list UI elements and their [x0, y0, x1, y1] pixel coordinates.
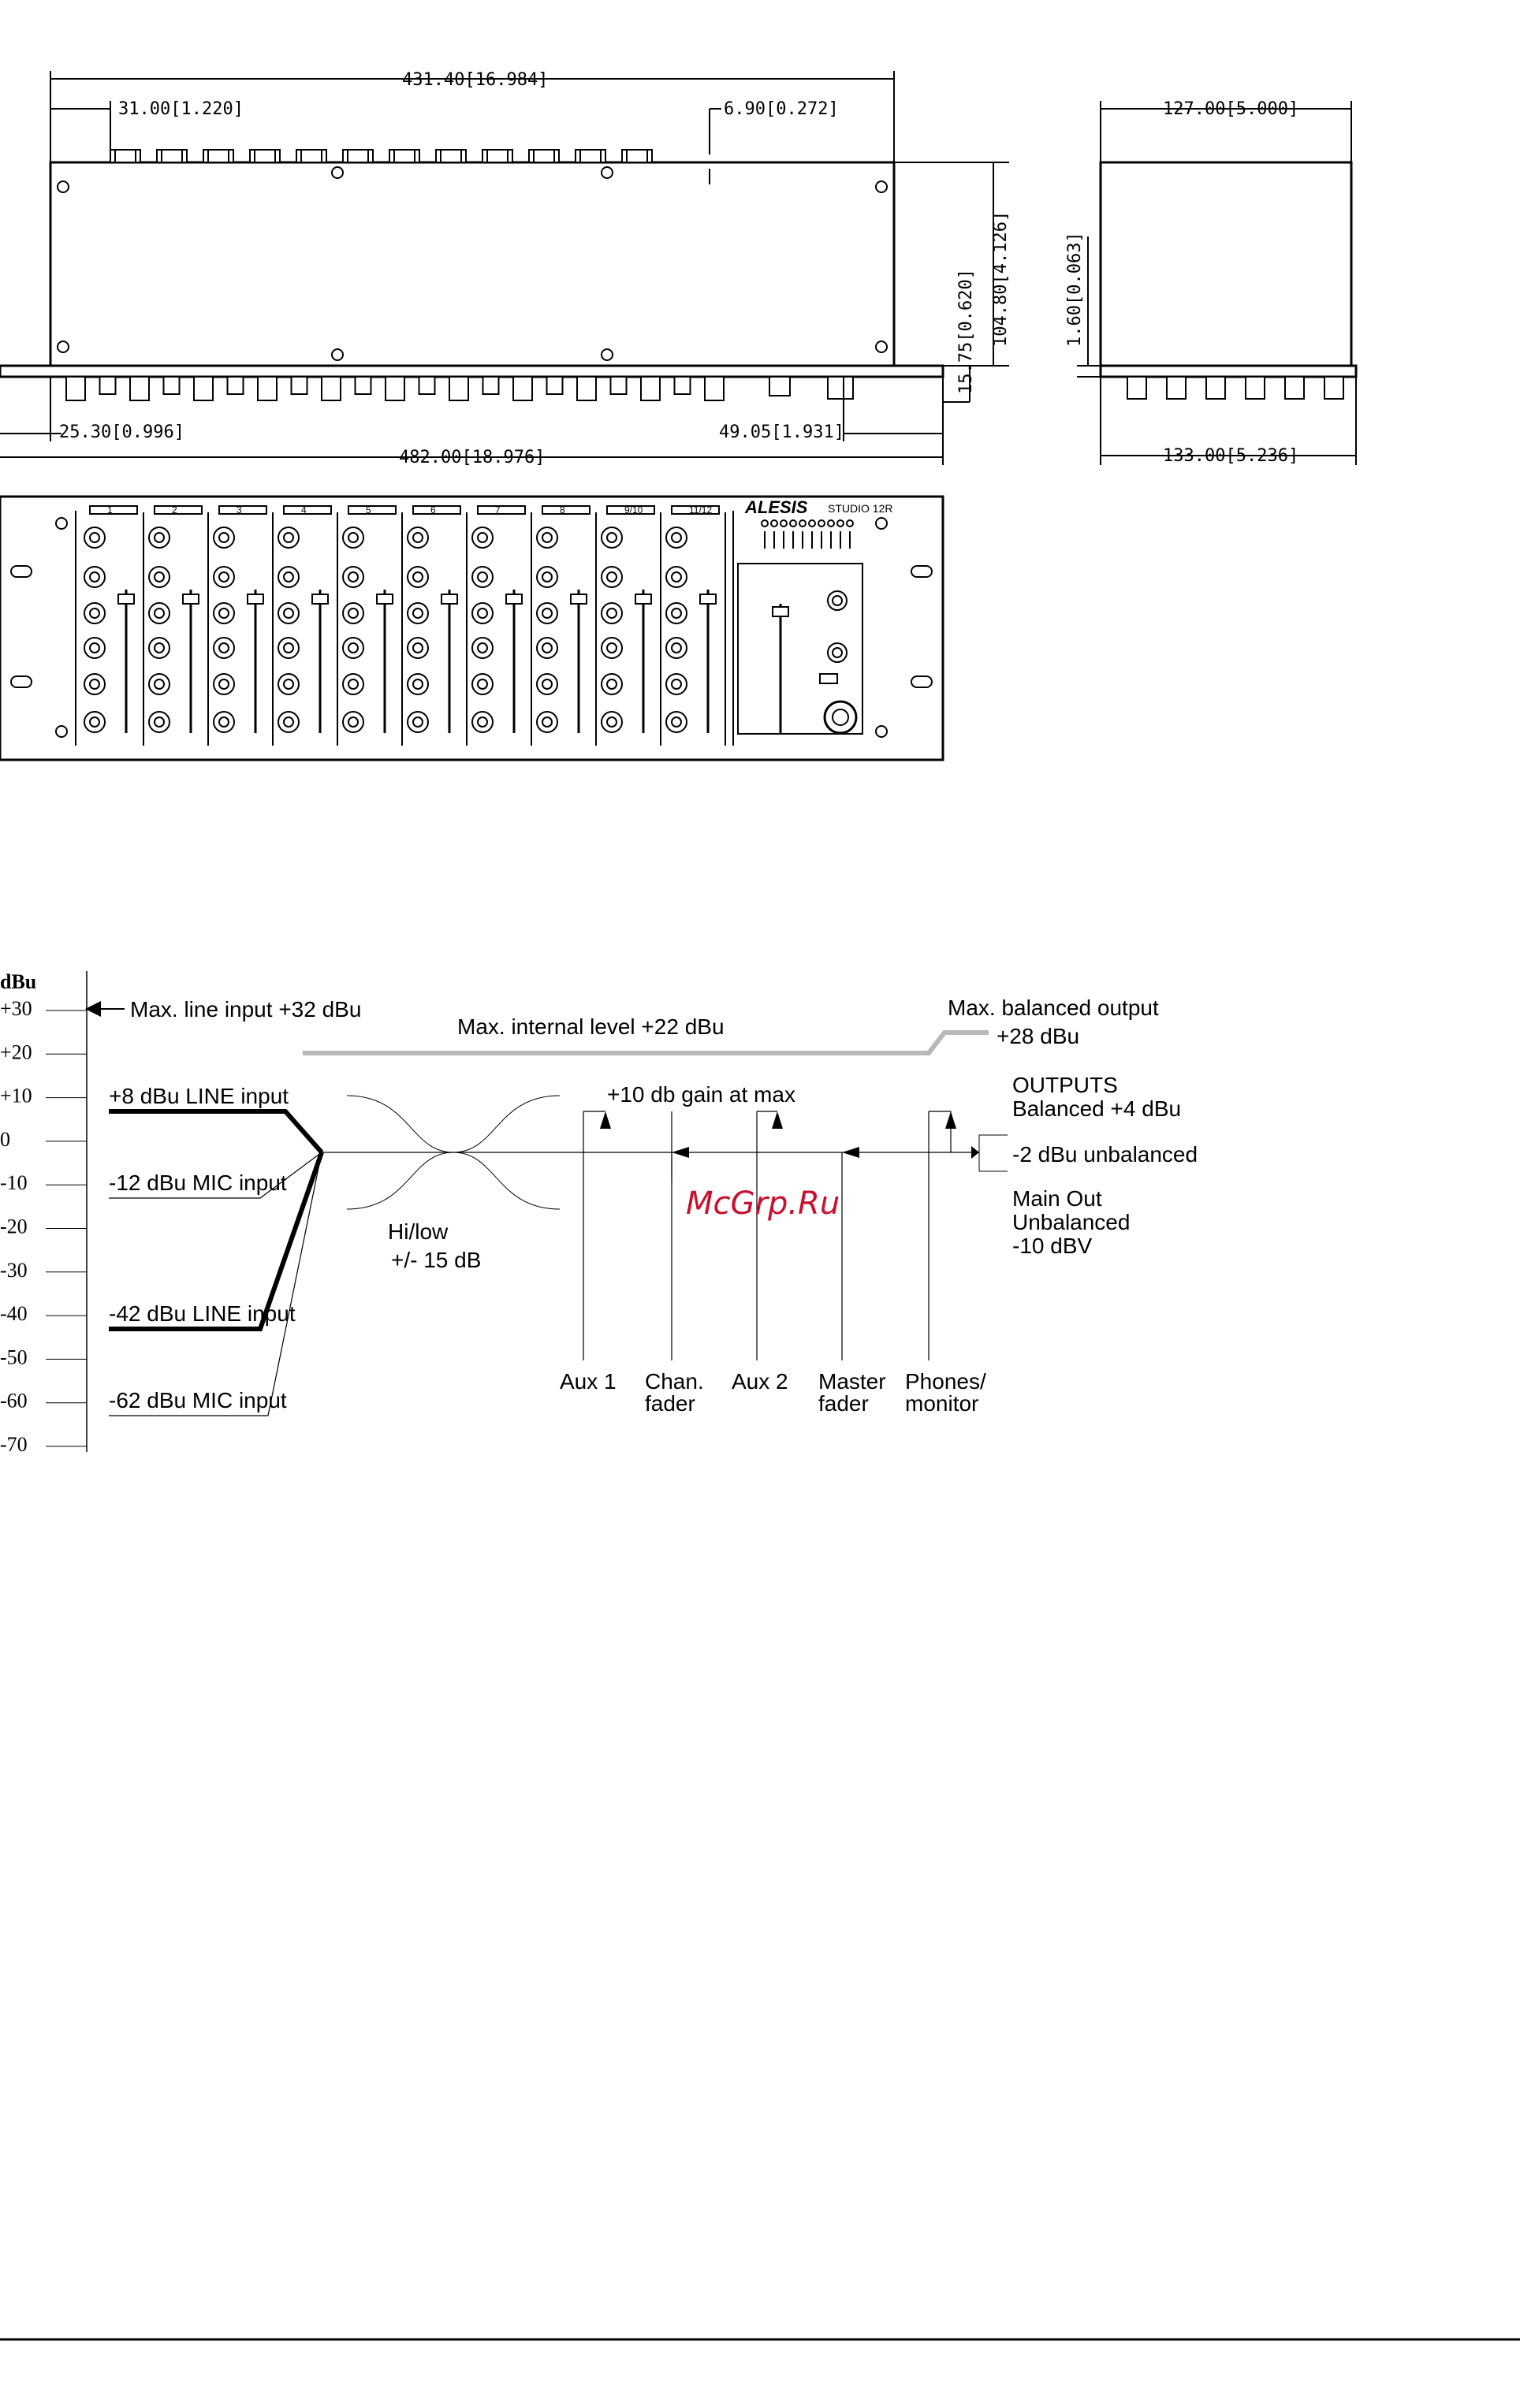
- meter-led: [771, 520, 777, 527]
- rail-control: [577, 377, 596, 400]
- label-mic-12: -12 dBu MIC input: [109, 1171, 287, 1195]
- top-jack: [296, 150, 326, 162]
- channel-strip: [472, 506, 531, 746]
- y-tick-label: -60: [0, 1389, 28, 1412]
- stage-phones-2: monitor: [905, 1391, 979, 1416]
- y-tick-label: 0: [0, 1127, 10, 1151]
- side-control: [1206, 377, 1225, 399]
- y-tick-label: +10: [0, 1084, 32, 1107]
- rail-control: [641, 377, 660, 400]
- meter-led: [762, 520, 768, 527]
- rail-control: [292, 377, 307, 394]
- meter-led: [780, 520, 787, 527]
- rail-control: [419, 377, 435, 394]
- label-main-out-3: -10 dBV: [1012, 1234, 1093, 1258]
- side-control: [1167, 377, 1186, 399]
- top-jack: [203, 150, 233, 162]
- label-eq-1: Hi/low: [388, 1219, 449, 1244]
- rail-control: [228, 377, 244, 394]
- rail-control: [547, 377, 563, 394]
- dim-left-offset: 31.00[1.220]: [118, 99, 244, 119]
- dim-right-offset: 49.05[1.931]: [719, 422, 844, 442]
- dim-side-overall: 133.00[5.236]: [1163, 446, 1299, 466]
- top-jack: [389, 150, 419, 162]
- dim-body-height: 104.80[4.126]: [991, 210, 1011, 347]
- y-tick-label: +20: [0, 1040, 32, 1064]
- rail-control: [705, 377, 724, 400]
- channel-label: 6: [430, 504, 436, 515]
- channel-label: 4: [301, 504, 307, 515]
- channel-label: 3: [237, 504, 242, 515]
- channel-label: 7: [495, 504, 501, 515]
- label-mic-62: -62 dBu MIC input: [109, 1388, 287, 1412]
- top-jack: [343, 150, 373, 162]
- channel-strip: [602, 506, 661, 746]
- label-line-42: -42 dBu LINE input: [109, 1301, 296, 1326]
- top-jack: [110, 150, 140, 162]
- label-max-internal: Max. internal level +22 dBu: [457, 1014, 725, 1039]
- stage-aux1: Aux 1: [560, 1369, 617, 1394]
- side-control: [1127, 377, 1146, 399]
- top-jack: [576, 150, 605, 162]
- channel-label: 5: [366, 504, 371, 515]
- channel-strip: [666, 506, 725, 746]
- y-tick-label: -10: [0, 1171, 28, 1195]
- channel-label: 9/10: [624, 504, 643, 515]
- front-controls-top: [66, 377, 853, 400]
- channel-label: 8: [560, 504, 565, 515]
- rail-control: [769, 377, 790, 396]
- dim-jack-height: 6.90[0.272]: [724, 99, 839, 119]
- label-main-out-1: Main Out: [1012, 1186, 1102, 1211]
- level-diagram: [0, 970, 1198, 1456]
- stage-aux2: Aux 2: [732, 1369, 788, 1394]
- dim-lip-height: 15.75[0.620]: [956, 269, 976, 394]
- rail-control: [611, 377, 627, 394]
- rail-control: [675, 377, 691, 394]
- channel-label: 2: [172, 504, 177, 515]
- front-panel-drawing: [0, 497, 943, 760]
- top-jack: [529, 150, 559, 162]
- rail-control: [449, 377, 468, 400]
- rail-control: [164, 377, 180, 394]
- channel-strip: [537, 506, 596, 746]
- dim-depth-side: 127.00[5.000]: [1163, 99, 1299, 119]
- meter-led: [818, 520, 825, 527]
- channel-strip: [149, 506, 208, 746]
- label-gain: +10 db gain at max: [607, 1082, 795, 1107]
- brand-logo: ALESIS: [745, 497, 808, 517]
- channel-label: 1: [107, 504, 113, 515]
- channel-strip: [84, 506, 143, 746]
- y-tick-label: +30: [0, 997, 32, 1020]
- channel-strip: [278, 506, 337, 746]
- label-unbalanced: -2 dBu unbalanced: [1012, 1142, 1198, 1167]
- label-eq-2: +/- 15 dB: [391, 1248, 482, 1272]
- label-outputs-1: OUTPUTS: [1012, 1073, 1118, 1097]
- label-line-8: +8 dBu LINE input: [109, 1084, 289, 1108]
- rail-control: [322, 377, 341, 400]
- top-jack: [622, 150, 652, 162]
- y-tick-label: -40: [0, 1302, 28, 1326]
- rail-control: [356, 377, 371, 394]
- top-jack: [250, 150, 280, 162]
- top-jack: [482, 150, 512, 162]
- rail-control: [66, 377, 85, 400]
- dim-overall-width: 482.00[18.976]: [399, 448, 546, 467]
- meter-led: [809, 520, 815, 527]
- stage-master-2: fader: [818, 1391, 869, 1416]
- meter-led: [847, 520, 853, 527]
- dim-top-width: 431.40[16.984]: [402, 70, 549, 90]
- channel-strip: [343, 506, 402, 746]
- top-jacks: [110, 150, 652, 162]
- side-control: [1285, 377, 1304, 399]
- dim-side-lip: 1.60[0.063]: [1065, 232, 1085, 347]
- rail-control: [258, 377, 277, 400]
- channel-strip: [214, 506, 273, 746]
- dim-ear-offset: 25.30[0.996]: [59, 422, 184, 442]
- side-control: [1324, 377, 1343, 399]
- top-jack: [157, 150, 187, 162]
- meter-led: [837, 520, 844, 527]
- meter-led: [799, 520, 806, 527]
- top-view-drawing: [0, 71, 1009, 465]
- rail-control: [483, 377, 499, 394]
- rail-control: [513, 377, 532, 400]
- axis-title: dBu: [0, 970, 37, 993]
- label-max-line-input: Max. line input +32 dBu: [130, 997, 362, 1022]
- label-max-balanced-1: Max. balanced output: [948, 996, 1159, 1020]
- label-max-balanced-2: +28 dBu: [997, 1024, 1080, 1048]
- channel-label: 11/12: [689, 504, 713, 515]
- y-tick-label: -70: [0, 1433, 28, 1456]
- label-main-out-2: Unbalanced: [1012, 1210, 1131, 1234]
- stage-phones-1: Phones/: [905, 1369, 986, 1394]
- stage-chan-1: Chan.: [645, 1369, 704, 1394]
- y-tick-label: -50: [0, 1345, 28, 1369]
- stage-master-1: Master: [818, 1369, 886, 1394]
- channel-strip: [408, 506, 467, 746]
- stage-chan-2: fader: [645, 1391, 695, 1416]
- rail-control: [386, 377, 404, 400]
- label-outputs-2: Balanced +4 dBu: [1012, 1096, 1182, 1121]
- model-name: STUDIO 12R: [828, 502, 893, 515]
- y-tick-label: -20: [0, 1215, 28, 1238]
- rail-control: [194, 377, 213, 400]
- y-tick-label: -30: [0, 1258, 28, 1282]
- side-control: [1246, 377, 1265, 399]
- meter-led: [828, 520, 834, 527]
- side-view-drawing: [1077, 101, 1356, 465]
- meter-led: [790, 520, 796, 527]
- watermark: McGrp.Ru: [686, 1185, 840, 1222]
- rail-control: [828, 377, 853, 399]
- rail-control: [130, 377, 149, 400]
- top-jack: [436, 150, 466, 162]
- rail-control: [100, 377, 116, 394]
